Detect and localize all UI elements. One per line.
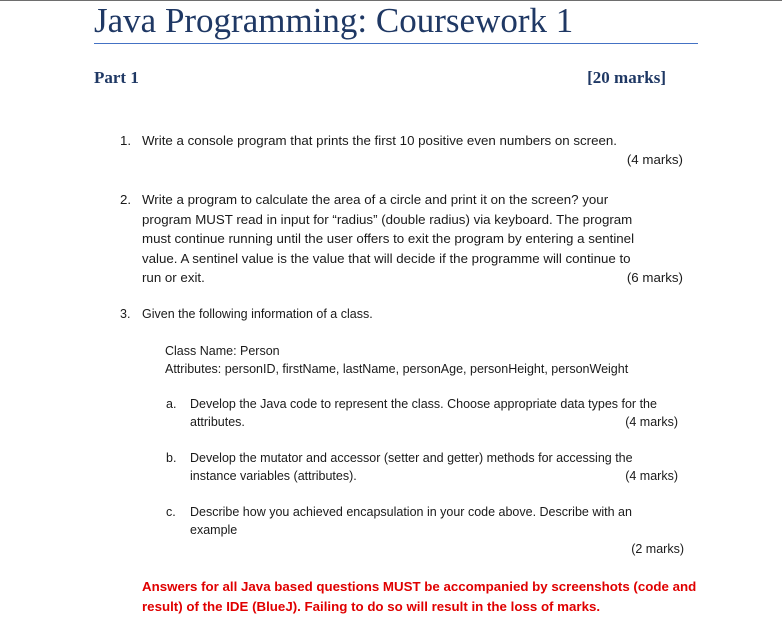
- subquestion-text-line: Develop the mutator and accessor (setter and getter) methods for accessing the: [190, 451, 633, 465]
- subquestion-marks: (4 marks): [625, 415, 678, 429]
- subquestion-text-line: instance variables (attributes).: [190, 469, 357, 483]
- question-number: 2.: [120, 192, 132, 207]
- question-marks: (6 marks): [626, 270, 683, 285]
- question-3: [120, 305, 695, 325]
- subquestion-letter: b.: [166, 451, 177, 465]
- class-attributes: Attributes: personID, firstName, lastName, personAge, personHeight, personWeight: [165, 362, 629, 376]
- question-2: [120, 190, 695, 290]
- part-marks: [20 marks]: [587, 68, 666, 87]
- subquestion-text-line: Describe how you achieved encapsulation in your code above. Describe with an: [190, 505, 632, 519]
- question-marks: (4 marks): [626, 152, 683, 167]
- subquestion-marks: (4 marks): [625, 469, 678, 483]
- part-label: Part 1: [94, 68, 139, 87]
- question-number: 3.: [120, 307, 131, 321]
- subquestion-text-line: attributes.: [190, 415, 245, 429]
- subquestion-letter: a.: [166, 397, 177, 411]
- question-number: 1.: [120, 133, 132, 148]
- question-1: [120, 131, 695, 171]
- question-text-line: value. A sentinel value is the value that will decide if the programme will continue to: [142, 250, 631, 266]
- question-text-line: must continue running until the user offers to exit the program by entering a sentinel: [142, 231, 635, 246]
- question-text-line: Write a program to calculate the area of a circle and print it on the screen? your: [142, 192, 609, 207]
- document-title: Java Programming: Coursework 1: [94, 1, 574, 40]
- question-text: Write a console program that prints the first 10 positive even numbers on screen.: [142, 133, 617, 148]
- screenshot-requirement-warning: Answers for all Java based questions MUST be accompanied by screenshots (code and result) of the IDE (BlueJ). Failing to do so will result in the loss of marks.: [142, 579, 697, 614]
- subquestion-b: [166, 449, 678, 485]
- question-text: Given the following information of a class.: [142, 307, 373, 321]
- subquestion-c: [166, 503, 684, 559]
- subquestion-text-line: Develop the Java code to represent the class. Choose appropriate data types for the: [190, 397, 657, 411]
- subquestion-a: [166, 395, 678, 431]
- subquestion-text-line: example: [190, 523, 238, 537]
- subquestion-marks: (2 marks): [631, 542, 684, 556]
- question-text-line: run or exit.: [142, 270, 205, 285]
- class-name: Class Name: Person: [165, 344, 280, 358]
- title-underline: [94, 43, 698, 44]
- question-text-line: program MUST read in input for “radius” (double radius) via keyboard. The program: [142, 211, 633, 227]
- subquestion-letter: c.: [166, 505, 176, 519]
